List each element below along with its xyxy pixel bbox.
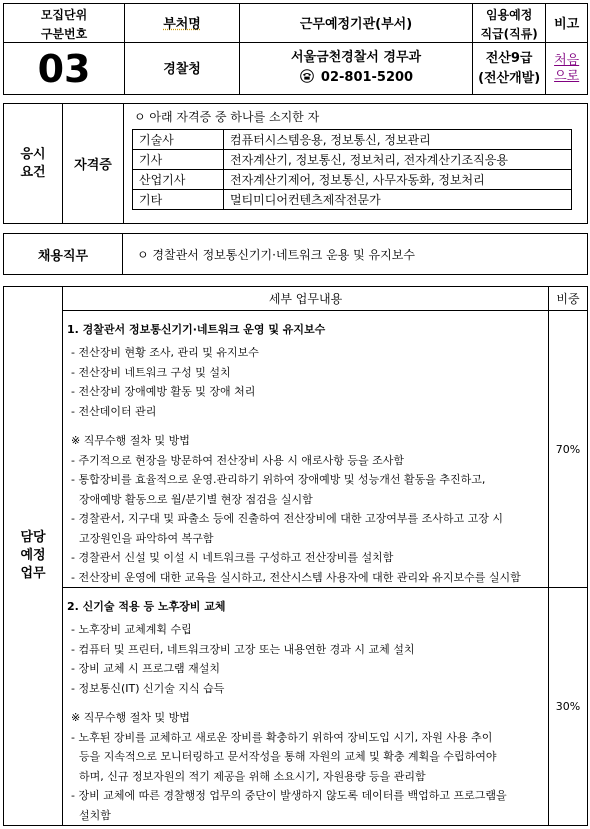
certificate-items: 전자계산기, 정보통신, 정보처리, 전자계산기조직응용	[224, 150, 572, 170]
agency-cell	[240, 43, 473, 95]
certificate-row	[133, 170, 572, 190]
recruitment-header-table	[3, 3, 588, 95]
procedure-item: - 통합장비를 효율적으로 운영.관리하기 위하여 장애예방 및 성능개선 활동을 추진하고,	[71, 473, 486, 486]
duty-text: ㅇ 경찰관서 정보통신기기·네트워크 운용 및 유지보수	[137, 247, 415, 262]
task-item: - 정보통신(IT) 신기술 지식 습득	[71, 681, 225, 695]
procedure-item: - 전산장비 운영에 대한 교육을 실시하고, 전산시스템 사용자에 대한 관리와 유지보수를 실시함	[71, 570, 521, 584]
ministry-header	[125, 4, 240, 43]
note-cell	[546, 43, 588, 95]
procedure-item: 장애예방 활동으로 월/분기별 현장 점검을 실시함	[79, 492, 313, 506]
task-weight: 30%	[555, 700, 581, 713]
procedure-title: ※ 직무수행 절차 및 방법	[71, 711, 190, 724]
task-item: - 전산장비 장애예방 활동 및 장애 처리	[71, 385, 256, 398]
back-to-top-link[interactable]	[546, 53, 587, 85]
task-item: - 전산장비 네트워크 구성 및 설치	[71, 365, 231, 379]
phone-number: 02-801-5200	[320, 69, 414, 85]
ministry-header-label: 부처명	[163, 17, 201, 32]
note-header-label: 비고	[554, 17, 580, 32]
weight-header-cell	[549, 287, 588, 311]
agency-name: 서울금천경찰서 경무과	[290, 49, 422, 65]
certificate-list	[132, 129, 572, 210]
task-weight-2	[549, 588, 588, 826]
procedure-item: - 경찰관서, 지구대 및 파출소 등에 진출하여 전산장비에 대한 고장여부를 조사하고 고장 시	[71, 512, 503, 525]
procedure-item: 설치함	[79, 808, 111, 822]
ministry-cell	[125, 43, 240, 95]
certificate-row	[133, 190, 572, 210]
task-item: - 노후장비 교체계획 수립	[71, 623, 192, 636]
certificate-level: 기술사	[133, 130, 224, 150]
certificate-level: 산업기사	[133, 170, 224, 190]
certificate-items: 전자계산기제어, 정보통신, 사무자동화, 정보처리	[224, 170, 572, 190]
unit-number-header	[4, 4, 125, 43]
grade-header	[473, 4, 546, 43]
procedure-item: 등을 지속적으로 모니터링하고 문서작성을 통해 자원의 교체 및 확충 계획을 수립하여야	[79, 750, 497, 763]
procedure-item: 하며, 신규 정보자원의 적기 제공을 위해 소요시기, 자원용량 등을 관리함	[79, 769, 426, 783]
ministry-name: 경찰청	[163, 61, 201, 77]
agency-header	[240, 4, 473, 43]
duty-label: 채용직무	[37, 248, 89, 264]
duty-table	[3, 233, 588, 275]
agency-header-label: 근무예정기관(부서)	[299, 17, 413, 32]
procedure-title: ※ 직무수행 절차 및 방법	[71, 434, 190, 447]
grade-series: (전산개발)	[478, 70, 541, 86]
certificate-level: 기타	[133, 190, 224, 210]
back-link-line1[interactable]: 처음	[554, 52, 580, 68]
procedure-item: 고장원인을 파악하여 복구함	[79, 531, 214, 545]
grade-cell	[473, 43, 546, 95]
requirement-label: 응시 요건	[20, 146, 46, 180]
unit-number-header-label: 모집단위 구분번호	[40, 8, 88, 41]
procedure-item: - 주기적으로 현장을 방문하여 전산장비 사용 시 애로사항 등을 조사함	[71, 453, 404, 467]
task-weight: 70%	[555, 442, 581, 456]
unit-number: 03	[37, 46, 91, 91]
note-header	[546, 4, 588, 43]
task-section-2	[63, 588, 549, 826]
duty-text-cell	[123, 234, 588, 275]
weight-header: 비중	[556, 292, 580, 306]
task-section-title: 1. 경찰관서 정보통신기기·네트워크 운영 및 유지보수	[67, 323, 326, 336]
task-item: - 전산장비 현황 조사, 관리 및 유지보수	[71, 346, 259, 359]
tasks-side-label: 담당 예정 업무	[20, 530, 46, 581]
task-item: - 전산데이터 관리	[71, 404, 157, 418]
certificate-items: 컴퓨터시스템응용, 정보통신, 정보관리	[224, 130, 572, 150]
detail-header-cell	[63, 287, 549, 311]
tasks-side-label-cell	[4, 287, 63, 826]
agency-phone	[240, 68, 472, 90]
procedure-item: - 노후된 장비를 교체하고 새로운 장비를 확충하기 위하여 장비도입 시기, 자원 사용 추이	[71, 730, 493, 744]
certificate-label: 자격증	[74, 158, 112, 173]
certificate-level: 기사	[133, 150, 224, 170]
procedure-item: - 경찰관서 신설 및 이설 시 네트워크를 구성하고 전산장비를 설치함	[71, 551, 394, 564]
certificate-label-cell	[63, 104, 124, 224]
procedure-item: - 장비 교체에 따른 경찰행정 업무의 중단이 발생하지 않도록 데이터를 백업하고 프로그램을	[71, 789, 507, 802]
tasks-table	[3, 286, 588, 826]
detail-header: 세부 업무내용	[268, 292, 343, 306]
task-weight-1	[549, 311, 588, 588]
phone-icon	[299, 69, 315, 90]
certificate-row	[133, 130, 572, 150]
task-section-1	[63, 311, 549, 588]
grade-header-label: 임용예정 직급(직류)	[480, 8, 538, 41]
certificate-items: 멀티미디어컨텐츠제작전문가	[224, 190, 572, 210]
certificate-row	[133, 150, 572, 170]
task-item: - 장비 교체 시 프로그램 재설치	[71, 662, 220, 675]
certificate-intro: ㅇ 아래 자격증 중 하나를 소지한 자	[134, 110, 320, 124]
task-item: - 컴퓨터 및 프린터, 네트워크장비 고장 또는 내용연한 경과 시 교체 설치	[71, 642, 415, 656]
qualification-table	[3, 103, 588, 224]
task-section-title: 2. 신기술 적용 등 노후장비 교체	[67, 600, 226, 613]
grade-name: 전산9급	[485, 50, 533, 66]
back-link-line2[interactable]: 으로	[554, 68, 580, 84]
unit-number-cell	[4, 43, 125, 95]
certificate-content-cell	[124, 104, 588, 224]
duty-label-cell	[4, 234, 123, 275]
requirement-label-cell	[4, 104, 63, 224]
